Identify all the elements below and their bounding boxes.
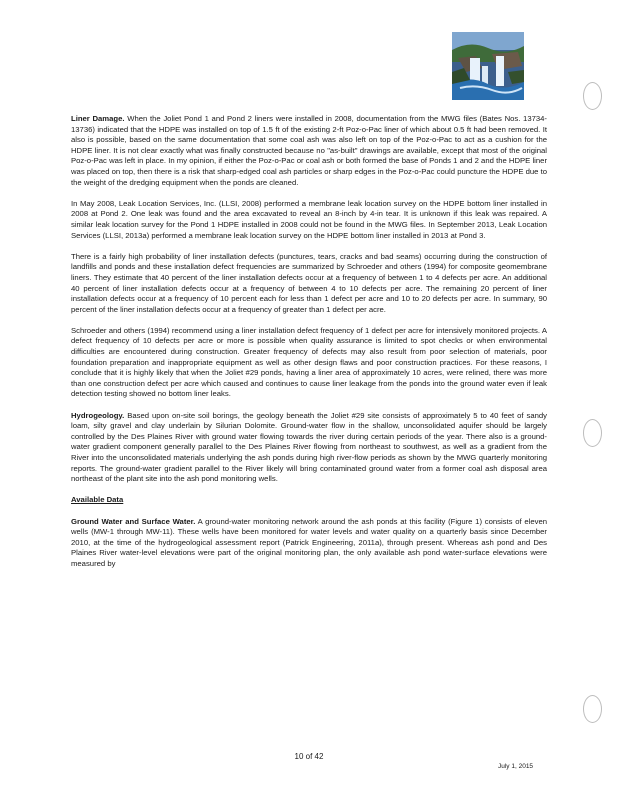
paragraph-hydrogeology (71, 411, 547, 485)
document-body (71, 114, 547, 580)
document-date: July 1, 2015 (498, 763, 534, 770)
binder-hole-top (583, 82, 602, 110)
paragraph-ground-water (71, 517, 547, 570)
waterfall-logo-image (452, 32, 524, 100)
binder-hole-bottom (583, 695, 602, 723)
paragraph-liner-damage (71, 114, 547, 188)
page-number: 10 of 42 (294, 752, 324, 761)
paragraph-leak-survey: In May 2008, Leak Location Services, Inc. (LLSI, 2008) performed a membrane leak location survey on the HDPE bottom liner installed in 2008 at Pond 2. One leak was found and the area excavated to reveal an 8-inch by 4-in tear. It is unknown if this leak was repaired. A similar leak location survey for the Pond 1 HDPE installed in 2008 could not be found in the MWG files. In September 2013, Leak Location Services (LLSI, 2013a) performed a membrane leak location survey on the HDPE bottom liner installed in 2013 at Pond 3. (71, 198, 547, 240)
ground-water-text: A ground-water monitoring network around the ash ponds at this facility (Figure 1) consists of eleven wells (MW-1 through MW-11). These wells have been monitored for water levels and water quality on a quarterly basis since December 2010, at the time of the hydrogeological assessment report (Patrick Engineering, 2011a), through present. Whereas ash pond and Des Plaines River water-level elevations were part of the original monitoring plan, the only available ash pond water-surface elevations were measured by (71, 516, 547, 568)
hydrogeology-text: Based upon on-site soil borings, the geology beneath the Joliet #29 site consists of approximately 5 to 40 feet of sandy loam, silty gravel and clay underlain by Silurian Dolomite. Ground-water flow in the shallow, unconsolidated aquifer should be largely controlled by the Des Plaines River with ground water flowing towards the river during certain periods of the year. There also is a ground-water gradient component generally parallel to the Des Plaines River flowing from northeast to southwest, as well as a gradient from the River into the unconsolidated materials underlying the ash ponds during high river-flow periods as shown by the MWG quarterly monitoring reports. The ground-water gradient parallel to the River likely will bring contaminated ground water from a former coal ash disposal area northeast of the plant site into the ash pond monitoring wells. (71, 410, 548, 484)
section-title-available-data: Available Data (71, 495, 124, 505)
ground-water-heading: Ground Water and Surface Water. (71, 516, 196, 526)
liner-damage-heading: Liner Damage. (71, 114, 125, 123)
binder-hole-middle (583, 419, 602, 447)
liner-damage-text: When the Joliet Pond 1 and Pond 2 liners were installed in 2008, documentation from the MWG files (Bates Nos. 13734-13736) indicated that the HDPE was installed on top of 1.5 ft of the existing 2-ft Poz-o-Pac liner of which about 0.5 ft had been removed. It also is possible, based on the same documentation that some coal ash was also left on top of the Poz-o-Pac to act as a cushion for the HDPE liner. It is not clear exactly what was finally constructed because no "as-built" drawings are available, except that most of the original Poz-o-Pac was left in place. In my opinion, if either the Poz-o-Pac or coal ash or both formed the base of Ponds 1 and 2 and the HDPE liner was placed on top, then there is a risk that sharp-edged coal ash particles or sharp edges in the Poz-o-Pac could puncture the HDPE due to the weight of the dredging equipment when the ponds are cleaned. (71, 114, 547, 187)
paragraph-defect-probability: There is a fairly high probability of liner installation defects (punctures, tears, cracks and bad seams) occurring during the construction of landfills and ponds and these installation defect frequencies are summarized by Schroeder and others (1994) for composite geomembrane liners. They estimate that 40 percent of the liner installation defects occur at a frequency of between 1 to 4 defects per acre. An additional 40 percent of liner installation defects occur at a frequency of between 4 to 10 defects per acre. The remaining 20 percent of liner installation defects occur at a frequency of 10 percent each for less than 1 defect per acre and 10 to 20 defects per acre. In summary, 90 percent of the liner installation defects occur at a frequency of greater than 1 defect per acre. (71, 251, 547, 314)
paragraph-defect-frequency: Schroeder and others (1994) recommend using a liner installation defect frequency of 1 defect per acre for intensively monitored projects. A defect frequency of 10 defects per acre or more is possible when quality assurance is limited to spot checks or when environmental difficulties are encountered during construction. Greater frequency of defects may also result from poor selection of materials, poor foundation preparation and inappropriate equipment as well as other design flaws and poor construction practices. For these reasons, I conclude that it is highly likely that when the Joliet #29 ponds, having a liner area of approximately 10 acres, were relined, there was more than one construction defect per acre which caused and continues to cause liner leakage from the ponds into the ground water even if leak detection testing showed no bottom liner leaks. (71, 325, 547, 399)
hydrogeology-heading: Hydrogeology. (71, 410, 125, 420)
